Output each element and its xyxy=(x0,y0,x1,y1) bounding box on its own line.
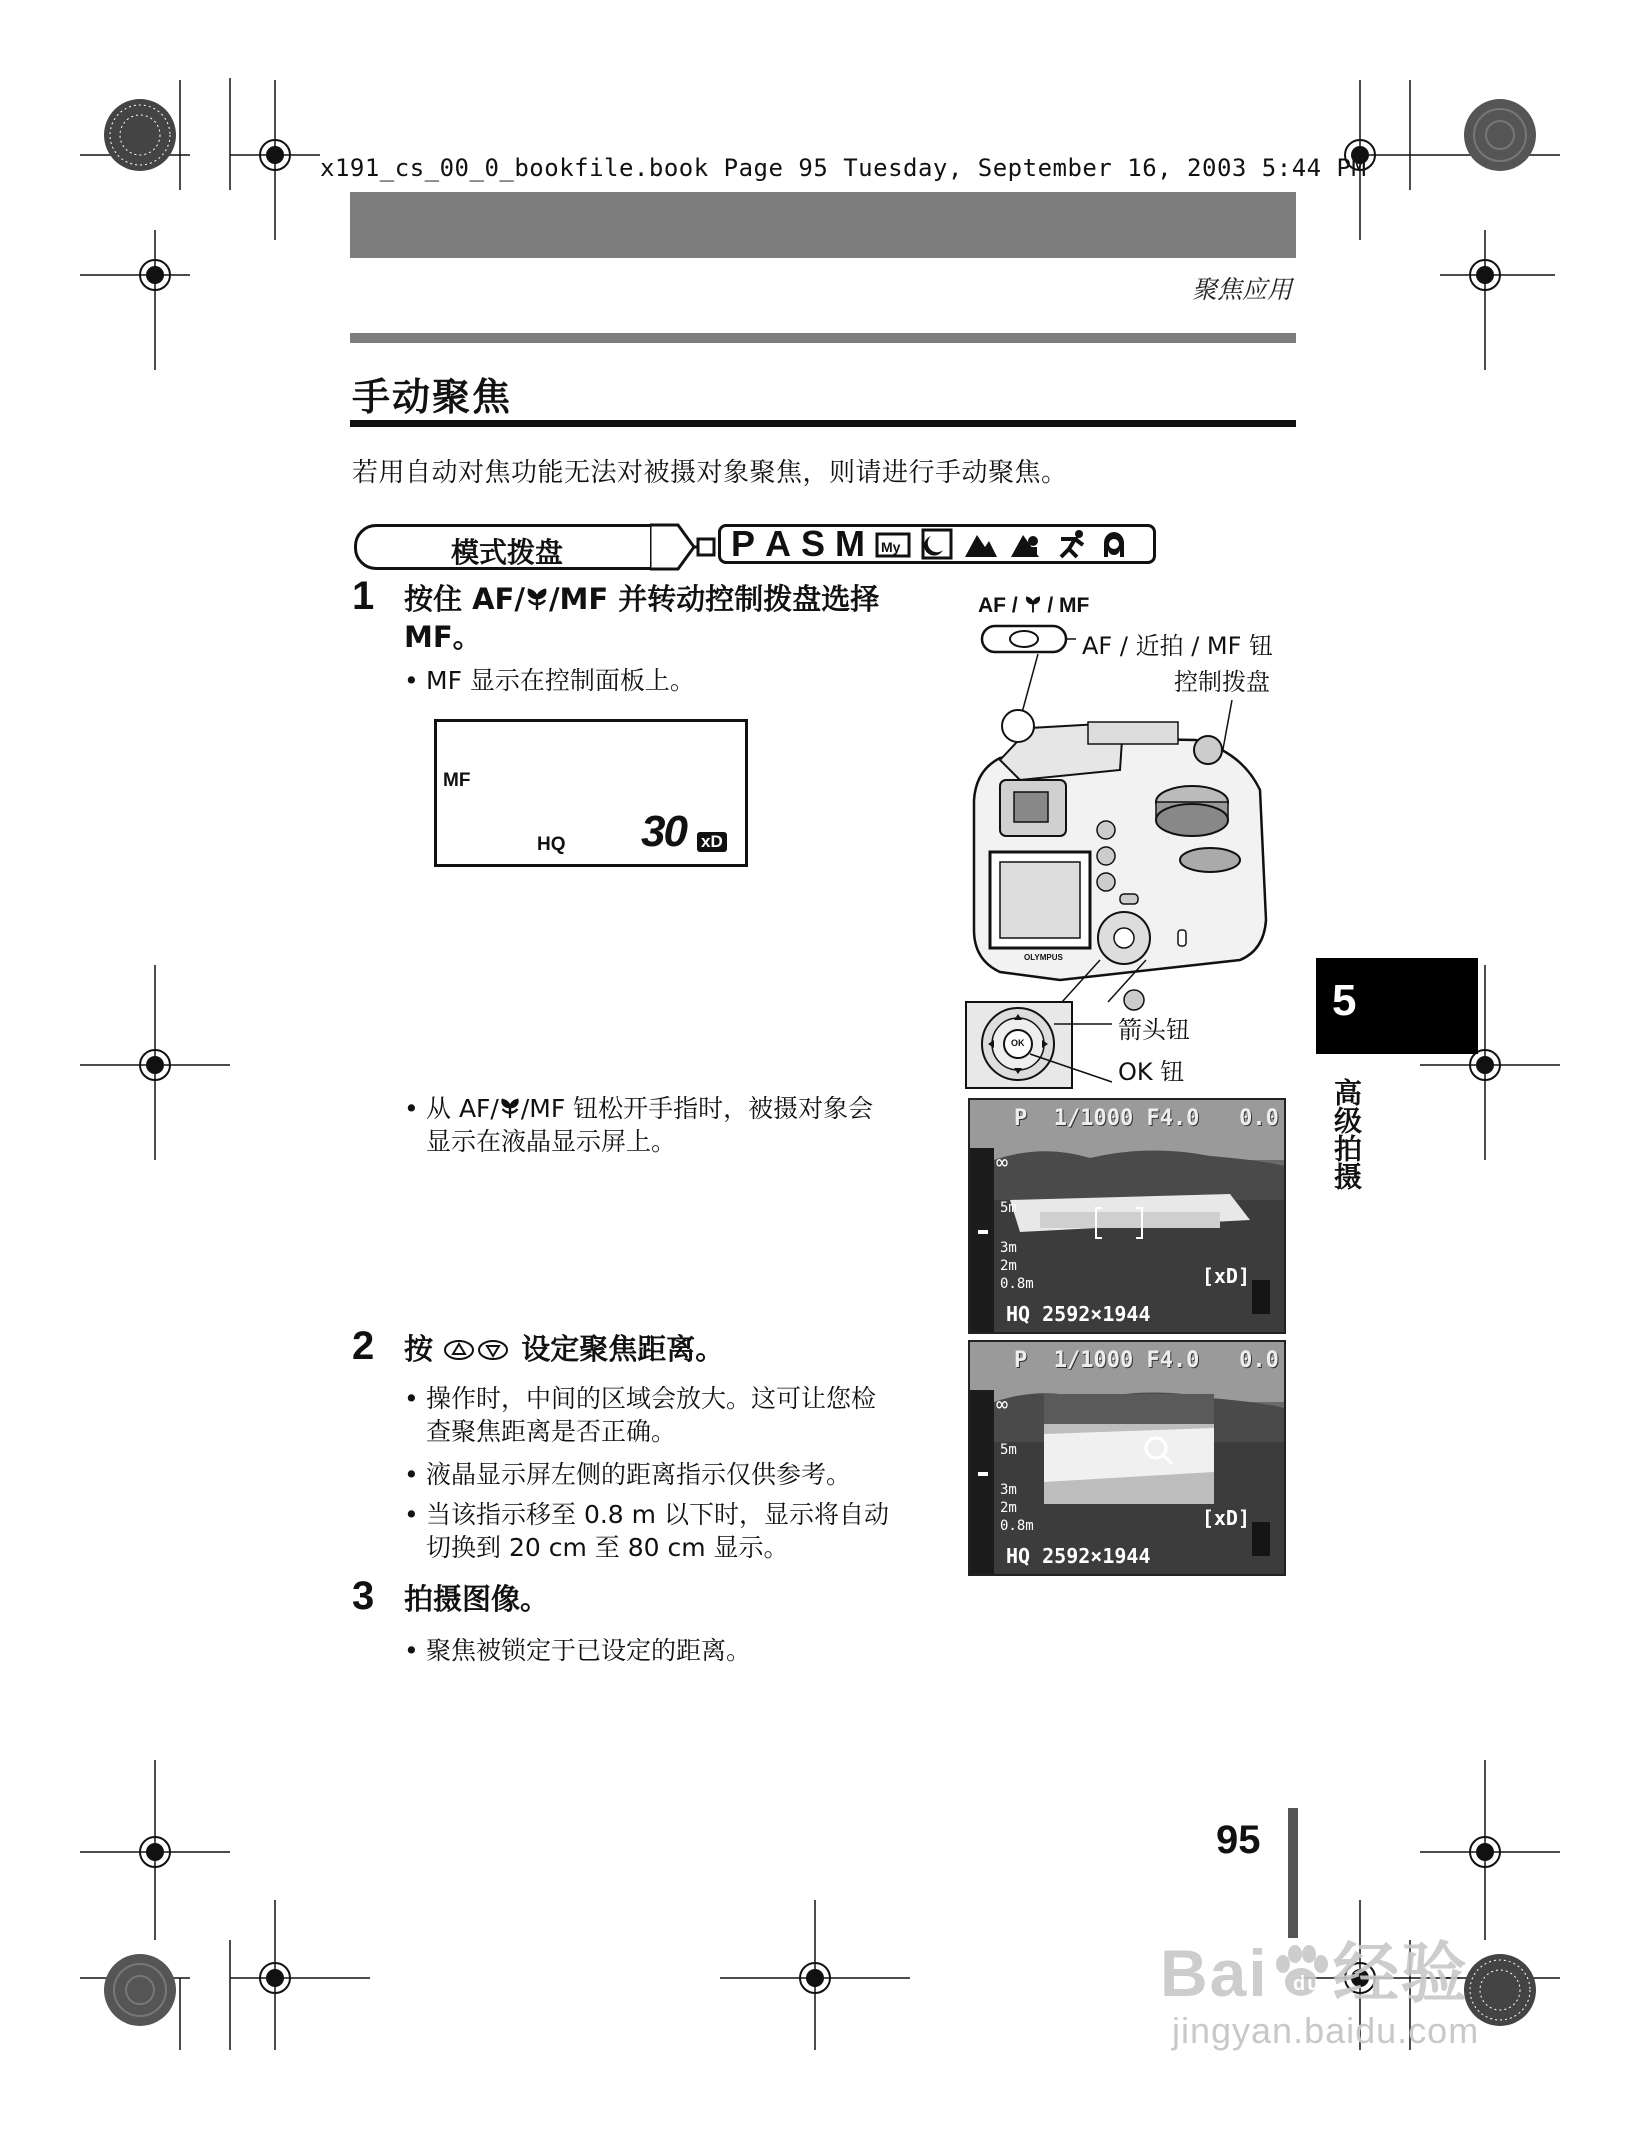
distance-0-8m: 0.8m xyxy=(1000,1276,1034,1292)
distance-2m: 2m xyxy=(1000,1258,1017,1274)
page-number-bar xyxy=(1288,1808,1298,1938)
macro-icon xyxy=(499,1098,521,1120)
dpad-center-label: OK xyxy=(1011,1038,1025,1048)
baidu-watermark xyxy=(1160,1920,1469,2015)
distance-0-8m: 0.8m xyxy=(1000,1518,1034,1534)
lcd-mf-label: MF xyxy=(443,770,471,791)
mode-dial-label-box xyxy=(354,524,660,570)
step-1-text xyxy=(404,580,944,656)
step-1-bullet-1: • MF 显示在控制面板上。 xyxy=(404,666,695,695)
chapter-number: 5 xyxy=(1332,976,1357,1025)
image-size-info: HQ 2592×1944 xyxy=(1006,1302,1151,1326)
arrow-up-down-buttons-icon xyxy=(443,1337,511,1363)
intro-text: 若用自动对焦功能无法对被摄对象聚焦，则请进行手动聚焦。 xyxy=(352,458,1068,488)
section-divider xyxy=(350,333,1296,343)
step-2-bullet-1: • 操作时，中间的区域会放大。这可让您检 查聚焦距离是否正确。 xyxy=(404,1384,877,1446)
svg-text:OLYMPUS: OLYMPUS xyxy=(1024,953,1063,962)
step-1-bullet-2-part1: 从 AF/ xyxy=(426,1094,499,1123)
page-number: 95 xyxy=(1216,1818,1261,1862)
callout-ok-button: OK 钮 xyxy=(1118,1058,1185,1086)
step-1-bullet-2-part2: /MF 钮松开手指时，被摄对象会 xyxy=(520,1094,874,1123)
mode-dial-label: 模式拨盘 xyxy=(450,536,563,569)
landscape-icon xyxy=(963,529,999,559)
step-2-title-pre: 按 xyxy=(404,1332,434,1366)
svg-text:du: du xyxy=(1292,1973,1322,1995)
callout-control-dial: 控制拨盘 xyxy=(1174,668,1270,696)
macro-icon xyxy=(1024,596,1042,614)
mode-a: A xyxy=(765,523,792,564)
scene-image xyxy=(970,1100,1284,1332)
macro-icon xyxy=(525,588,549,612)
step-2-title-post: 设定聚焦距离。 xyxy=(521,1332,725,1366)
watermark-brand: Bai xyxy=(1160,1936,1269,2010)
chapter-title-vertical: 高级拍摄 xyxy=(1330,1078,1363,1190)
header-band xyxy=(350,192,1296,258)
media-indicator: [xD] xyxy=(1201,1506,1250,1530)
section-title: 手动聚焦 xyxy=(352,375,513,419)
step-2-bullet-2: • 液晶显示屏左侧的距离指示仅供参考。 xyxy=(404,1460,852,1489)
step-2-number: 2 xyxy=(352,1324,375,1368)
step-1-title-part1: 按住 AF/ xyxy=(404,582,525,616)
shooting-info: P 1/1000 F4.0 0.0 xyxy=(1014,1348,1279,1373)
distance-5m: 5m xyxy=(1000,1442,1017,1458)
watermark-url: jingyan.baidu.com xyxy=(1172,2010,1480,2051)
title-rule xyxy=(350,420,1296,427)
lcd-quality: HQ xyxy=(537,834,566,855)
landscape-portrait-icon xyxy=(1009,529,1045,559)
step-1-number: 1 xyxy=(352,574,375,618)
step-3-number: 3 xyxy=(352,1574,375,1618)
mode-p: P xyxy=(731,523,756,564)
step-3-bullet-1: • 聚焦被锁定于已设定的距离。 xyxy=(404,1636,752,1665)
portrait-icon xyxy=(1099,529,1129,559)
lcd-screen-preview-2 xyxy=(968,1340,1286,1576)
camera-figure xyxy=(960,590,1290,1090)
my-mode-icon xyxy=(875,528,911,560)
step-1-bullet-1-text: MF 显示在控制面板上。 xyxy=(426,666,695,695)
control-panel-lcd xyxy=(434,719,748,867)
running-head: 聚焦应用 xyxy=(1191,275,1292,304)
scene-image xyxy=(970,1342,1284,1574)
callout-arrow-pad: 箭头钮 xyxy=(1118,1016,1190,1044)
shooting-info: P 1/1000 F4.0 0.0 xyxy=(1014,1106,1279,1131)
step-2-text xyxy=(404,1330,724,1368)
distance-infinity: ∞ xyxy=(996,1392,1009,1416)
lcd-media-badge: xD xyxy=(697,832,727,852)
night-scene-icon xyxy=(921,528,953,560)
step-1-title-line2: MF。 xyxy=(404,620,482,654)
step-1-bullet-2: • 从 AF/ /MF 钮松开手指时，被摄对象会 显示在液晶显示屏上。 xyxy=(404,1094,874,1156)
paw-logo-icon xyxy=(1269,1940,1333,2004)
mode-m: M xyxy=(835,523,866,564)
mode-s: S xyxy=(801,523,826,564)
distance-3m: 3m xyxy=(1000,1240,1017,1256)
watermark-brand-suffix: 经验 xyxy=(1332,1936,1469,2010)
lcd-shot-count: 30 xyxy=(641,807,686,856)
distance-5m: 5m xyxy=(1000,1200,1017,1216)
svg-text:My: My xyxy=(881,539,901,555)
chapter-tab xyxy=(1316,958,1478,1054)
file-info-line: x191_cs_00_0_bookfile.book Page 95 Tuesday, September 16, 2003 5:44 PM xyxy=(320,154,1367,182)
media-indicator: [xD] xyxy=(1201,1264,1250,1288)
distance-3m: 3m xyxy=(1000,1482,1017,1498)
callout-af-mf-button: AF / 近拍 / MF 钮 xyxy=(1082,632,1274,660)
step-2-bullet-3: • 当该指示移至 0.8 m 以下时，显示将自动 切换到 20 cm 至 80 cm 显示。 xyxy=(404,1500,889,1562)
distance-2m: 2m xyxy=(1000,1500,1017,1516)
step-1-title-part2: /MF 并转动控制拨盘选择 xyxy=(548,582,880,616)
step-1-bullet-2-line2: 显示在液晶显示屏上。 xyxy=(426,1127,677,1156)
lcd-screen-preview-1 xyxy=(968,1098,1286,1334)
sports-icon xyxy=(1055,529,1089,559)
step-3-title: 拍摄图像。 xyxy=(404,1582,550,1616)
image-size-info: HQ 2592×1944 xyxy=(1006,1544,1151,1568)
distance-infinity: ∞ xyxy=(996,1150,1009,1174)
af-mf-button-label: AF / / MF xyxy=(978,594,1090,617)
arrow-right-icon xyxy=(650,523,720,571)
mode-list xyxy=(718,524,1156,564)
